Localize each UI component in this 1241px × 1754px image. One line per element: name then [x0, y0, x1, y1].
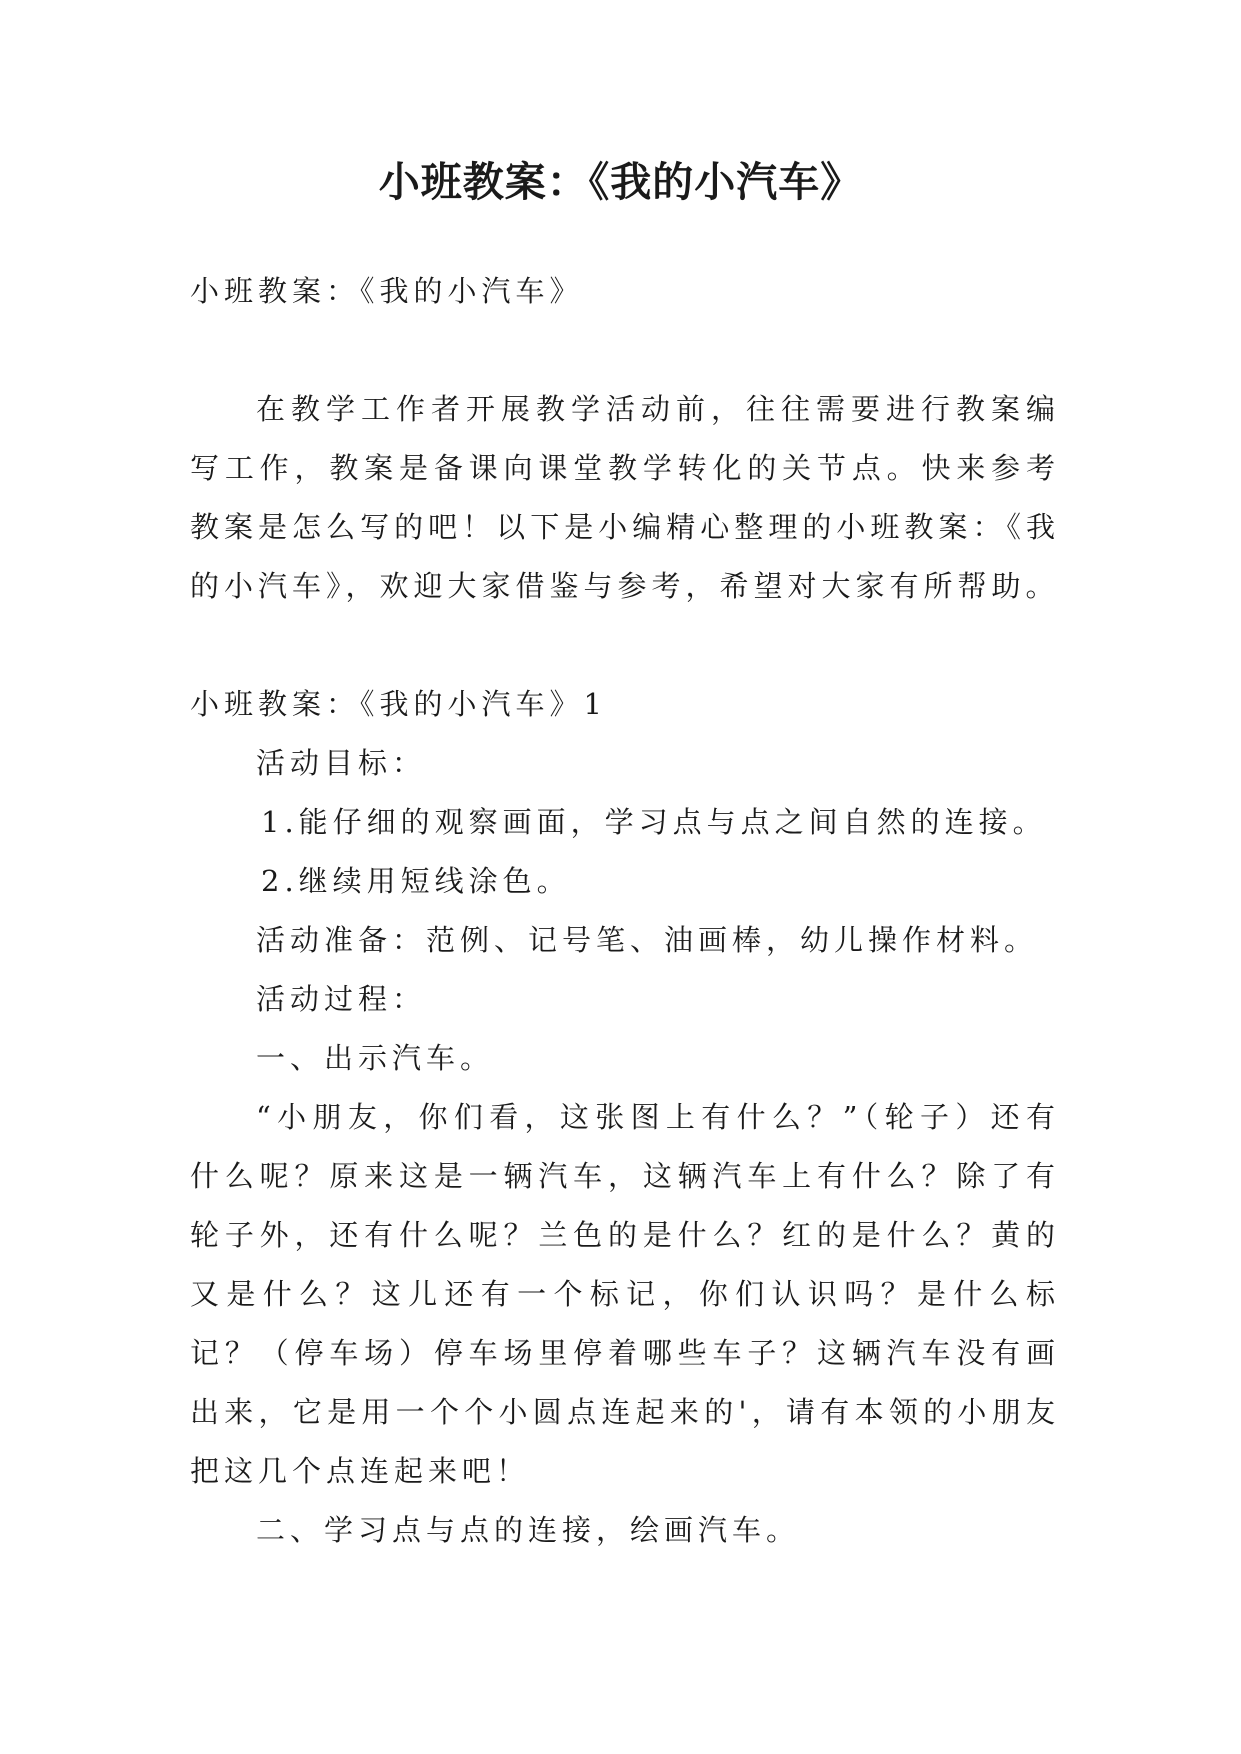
- step-2-heading: 二、学习点与点的连接，绘画汽车。: [256, 1513, 801, 1547]
- goal-item-1: 1.能仔细的观察画面，学习点与点之间自然的连接。: [261, 805, 1047, 839]
- document-body: [190, 262, 1060, 1560]
- section-heading: 小班教案：《我的小汽车》1: [190, 687, 607, 721]
- subtitle: 小班教案：《我的小汽车》: [190, 274, 584, 308]
- goal-item-2: 2.继续用短线涂色。: [261, 864, 571, 898]
- step-1-paragraph: “小朋友，你们看，这张图上有什么？”（轮子）还有什么呢？原来这是一辆汽车，这辆汽车上有什么？除了有轮子外，还有什么呢？兰色的是什么？红的是什么？黄的又是什么？这儿还有一个标记，你们认识吗？是什么标记？（停车场）停车场里停着哪些车子？这辆汽车没有画出来，它是用一个个小圆点连起来的'，请有本领的小朋友把这几个点连起来吧！: [190, 1100, 1060, 1488]
- document-title: 小班教案：《我的小汽车》: [378, 158, 863, 206]
- step-1-heading: 一、出示汽车。: [256, 1041, 495, 1075]
- intro-paragraph: 在教学工作者开展教学活动前，往往需要进行教案编写工作，教案是备课向课堂教学转化的关节点。快来参考教案是怎么写的吧！以下是小编精心整理的小班教案：《我的小汽车》，欢迎大家借鉴与参考，希望对大家有所帮助。: [190, 392, 1060, 603]
- goal-heading: 活动目标：: [256, 746, 427, 780]
- process-heading: 活动过程：: [256, 982, 427, 1016]
- preparation-line: 活动准备：范例、记号笔、油画棒，幼儿操作材料。: [256, 923, 1039, 957]
